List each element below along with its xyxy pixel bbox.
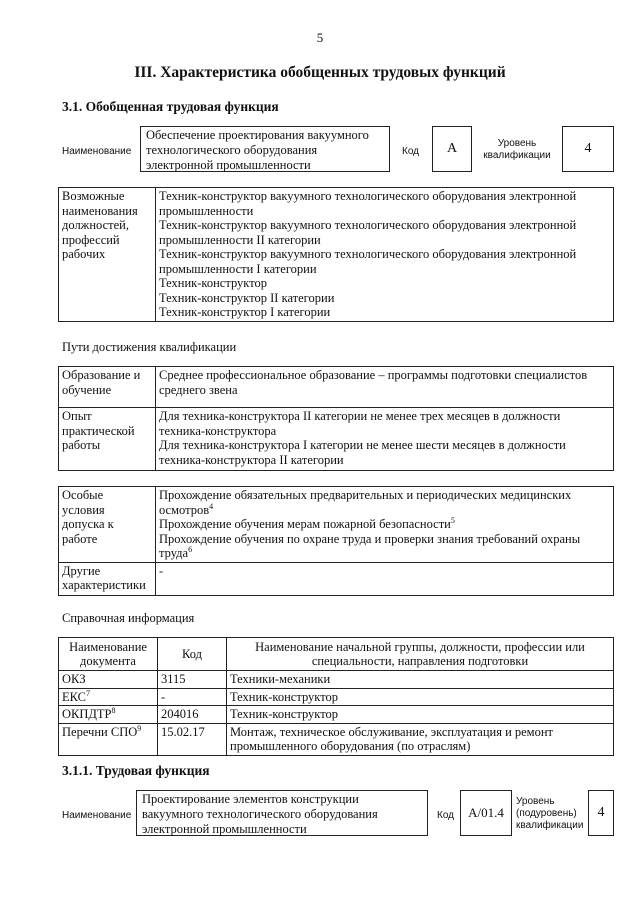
condition-line <box>159 517 610 532</box>
ref-code: 3115 <box>158 671 227 689</box>
footnote-ref: 8 <box>111 705 116 715</box>
ref-name <box>227 723 614 755</box>
table-row <box>59 688 614 706</box>
ref-doc <box>59 688 158 706</box>
experience-label-cell <box>59 408 156 471</box>
tf-level-box: 4 <box>588 790 614 836</box>
education-cell <box>156 367 614 408</box>
gtf-name-line: электронной промышленности <box>146 158 311 172</box>
tf-code-label: Код <box>437 810 455 821</box>
position-item: Техник-конструктор вакуумного технологического оборудования электронной <box>159 247 577 261</box>
table-row <box>59 723 614 755</box>
ref-code: 15.02.17 <box>158 723 227 755</box>
education-label-line: Образование и <box>62 368 141 382</box>
experience-label-line: работы <box>62 438 101 452</box>
position-item: Техник-конструктор вакуумного технологического оборудования электронной <box>159 189 577 203</box>
tf-name-line: вакуумного технологического оборудования <box>142 807 378 821</box>
positions-list-cell <box>156 188 614 322</box>
gtf-code-label: Код <box>402 146 420 157</box>
tf-level-label-line: квалификации <box>516 820 584 831</box>
positions-label-line: Возможные <box>62 189 125 203</box>
ref-doc-text: ЕКС <box>62 689 86 704</box>
tf-level-label-line: (подуровень) <box>516 808 577 819</box>
condition-text: осмотров <box>159 502 210 517</box>
ref-name: Техник-конструктор <box>227 706 614 724</box>
position-item: Техник-конструктор II категории <box>159 290 335 305</box>
footnote-ref: 7 <box>86 688 90 698</box>
reference-heading: Справочная информация <box>62 611 195 625</box>
table-row <box>59 671 614 689</box>
ref-name-line: промышленного оборудования (по отраслям) <box>230 739 471 753</box>
experience-line: техника-конструктора II категории <box>159 452 344 467</box>
ref-col-doc-line: Наименование <box>69 639 147 654</box>
tf-heading: 3.1.1. Трудовая функция <box>62 763 210 778</box>
experience-line: техника-конструктора <box>159 423 277 438</box>
condition-line <box>159 503 610 518</box>
experience-line: Для техника-конструктора II категории не менее трех месяцев в должности <box>159 409 561 423</box>
position-item: промышленности I категории <box>159 261 317 276</box>
education-label-cell <box>59 367 156 408</box>
experience-cell <box>156 408 614 471</box>
conditions-label-line: условия <box>62 502 105 517</box>
ref-col-name <box>227 638 614 671</box>
gtf-heading: 3.1. Обобщенная трудовая функция <box>62 99 279 114</box>
ref-doc <box>59 723 158 755</box>
gtf-level-label <box>478 138 556 162</box>
other-label-line: характеристики <box>62 578 146 592</box>
condition-text: Прохождение обучения мерам пожарной безопасности <box>159 517 451 531</box>
ref-code: 204016 <box>158 706 227 724</box>
gtf-code-box: A <box>432 126 472 172</box>
paths-table <box>58 366 614 471</box>
ref-doc <box>59 671 158 689</box>
table-row <box>59 706 614 724</box>
tf-name-line: Проектирование элементов конструкции <box>142 792 359 806</box>
education-line: среднего звена <box>159 382 238 397</box>
ref-doc-text: Перечни СПО <box>62 724 138 739</box>
conditions-cell <box>156 487 614 563</box>
ref-col-name-line: специальности, направления подготовки <box>311 654 529 668</box>
section-title: III. Характеристика обобщенных трудовых функций <box>134 64 506 81</box>
position-item: промышленности II категории <box>159 232 321 247</box>
tf-level-label <box>516 796 582 832</box>
conditions-label-line: Особые <box>62 488 104 502</box>
footnote-ref: 9 <box>137 723 142 733</box>
position-item: Техник-конструктор I категории <box>159 305 331 319</box>
positions-label-line: рабочих <box>62 247 106 261</box>
ref-col-doc <box>59 638 158 671</box>
ref-col-code: Код <box>158 638 227 671</box>
gtf-level-label-line: квалификации <box>483 150 551 161</box>
gtf-level-label-line: Уровень <box>497 138 537 149</box>
education-line: Среднее профессиональное образование – программы подготовки специалистов <box>159 368 588 382</box>
condition-text: труда <box>159 546 189 560</box>
ref-doc <box>59 706 158 724</box>
gtf-name-label: Наименование <box>62 146 132 157</box>
conditions-table <box>58 486 614 596</box>
gtf-name-box <box>140 126 390 172</box>
paths-heading: Пути достижения квалификации <box>62 340 237 354</box>
other-label-cell <box>59 562 156 595</box>
position-item: промышленности <box>159 203 254 218</box>
gtf-name-line: технологического оборудования <box>146 143 318 157</box>
other-label-line: Другие <box>62 563 101 578</box>
conditions-label-line: работе <box>62 531 98 546</box>
tf-level-label-line: Уровень <box>516 796 555 807</box>
tf-name-box <box>136 790 428 836</box>
condition-line: Прохождение обязательных предварительных и периодических медицинских <box>159 488 572 502</box>
ref-col-name-line: Наименование начальной группы, должности, профессии или <box>255 639 585 654</box>
experience-label-line: практической <box>62 423 135 438</box>
positions-table <box>58 187 614 322</box>
gtf-name-line: Обеспечение проектирования вакуумного <box>146 128 369 142</box>
positions-label-cell <box>59 188 156 322</box>
conditions-label-line: допуска к <box>62 517 114 531</box>
experience-line: Для техника-конструктора I категории не менее шести месяцев в должности <box>159 438 566 452</box>
ref-name: Техник-конструктор <box>227 688 614 706</box>
footnote-ref: 5 <box>450 515 455 525</box>
tf-code-box: A/01.4 <box>460 790 512 836</box>
tf-name-line: электронной промышленности <box>142 822 307 836</box>
positions-label-line: должностей, <box>62 218 129 232</box>
positions-label-line: профессий <box>62 232 120 247</box>
ref-name: Техники-механики <box>227 671 614 689</box>
footnote-ref: 4 <box>209 501 214 511</box>
page-number: 5 <box>316 30 324 45</box>
experience-label-line: Опыт <box>62 409 92 423</box>
education-label-line: обучение <box>62 382 112 397</box>
other-value-cell: - <box>156 562 614 595</box>
ref-doc-text: ОКЗ <box>62 672 86 686</box>
tf-name-label: Наименование <box>62 810 132 821</box>
ref-doc-text: ОКПДТР <box>62 707 112 721</box>
condition-line: Прохождение обучения по охране труда и проверки знания требований охраны <box>159 531 581 546</box>
ref-name-line: Монтаж, техническое обслуживание, эксплуатация и ремонт <box>230 724 553 739</box>
gtf-level-box: 4 <box>562 126 614 172</box>
position-item: Техник-конструктор <box>159 276 267 290</box>
condition-line <box>159 546 610 561</box>
reference-table <box>58 637 614 756</box>
positions-label-line: наименования <box>62 203 138 218</box>
ref-col-doc-line: документа <box>80 654 136 668</box>
ref-code: - <box>158 688 227 706</box>
position-item: Техник-конструктор вакуумного технологического оборудования электронной <box>159 218 577 232</box>
footnote-ref: 6 <box>188 544 193 554</box>
conditions-label-cell <box>59 487 156 563</box>
